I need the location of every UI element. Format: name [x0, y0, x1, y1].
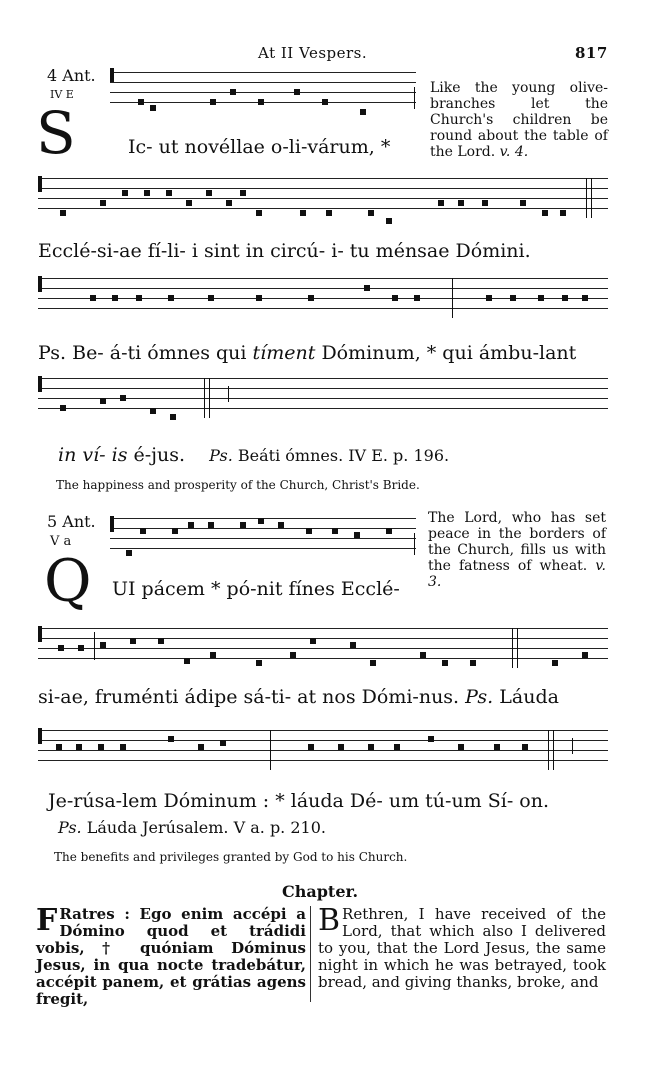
chapter-latin	[36, 903, 306, 1008]
drop-cap-q: Q	[44, 547, 92, 615]
psalm-ref-line-5	[58, 818, 326, 837]
antiphon-label: 4 Ant.	[47, 66, 96, 85]
chapter-english	[318, 903, 606, 991]
psalm-ref-4: Beáti ómnes. IV E. p. 196.	[237, 446, 450, 465]
chapter-english-initial: B	[318, 903, 341, 938]
running-title: At II Vespers.	[258, 44, 368, 62]
lyric-line-5-2	[38, 686, 559, 708]
drop-cap-s: S	[36, 99, 76, 167]
column-divider	[310, 906, 311, 1002]
lyric-line-1: Ic- ut novéllae o-li-várum, *	[128, 136, 391, 158]
psalm-incipit-end: Dóminum, * qui ámbu-lant	[321, 342, 577, 364]
psalm-incipit-italic: tíment	[252, 342, 316, 364]
antiphon-mode: V a	[50, 534, 72, 549]
caption-5: The benefits and privileges granted by God to his Church.	[54, 850, 408, 864]
antiphon-end-line	[58, 444, 449, 466]
end-italic: in ví- is	[58, 444, 128, 466]
psalm-ref-5: Láuda Jerúsalem. V a. p. 210.	[86, 818, 326, 837]
lyric-5-2-end: Láuda	[499, 686, 559, 708]
antiphon-mode: IV E	[50, 88, 74, 101]
caption-4: The happiness and prosperity of the Church, Christ's Bride.	[56, 478, 420, 492]
chapter-english-text: Rethren, I have received of the Lord, that which also I delivered to you, that the Lord Jesus, the same night in which he was betrayed, took bread, and giving thanks, broke, and	[318, 905, 606, 991]
lyric-5-2-ps: Ps.	[465, 686, 494, 708]
translation-5-text: The Lord, who has set peace in the borders of the Church, fills us with the fatness of wheat.	[428, 510, 606, 574]
lyric-5-2-text: si-ae, fruménti ádipe sá-ti- at nos Dómi-nus.	[38, 686, 460, 708]
chapter-latin-initial: F	[36, 903, 58, 938]
psalm-incipit-line	[38, 342, 576, 364]
translation-5	[428, 510, 606, 590]
end-text: é-jus.	[133, 444, 186, 466]
translation-5-ref: v. 3.	[428, 558, 607, 590]
page-number: 817	[575, 44, 608, 62]
psalm-ref-label-5: Ps.	[58, 818, 82, 837]
translation-4-ref: v. 4.	[499, 144, 529, 160]
psalm-incipit-text: Ps. Be- á-ti ómnes qui	[38, 342, 247, 364]
music-staff-6	[38, 628, 608, 668]
music-staff-2	[38, 178, 608, 218]
translation-4	[430, 80, 608, 160]
lyric-line-5-1: UI pácem * pó-nit fínes Ecclé-	[112, 578, 400, 600]
music-staff-7	[38, 730, 608, 770]
music-staff-1	[110, 72, 416, 112]
lyric-line-5-3: Je-rúsa-lem Dóminum : * láuda Dé- um tú-um Sí- on.	[48, 790, 550, 812]
translation-4-text: Like the young olive-branches let the Church's children be round about the table of the Lord.	[430, 80, 608, 160]
music-staff-5	[110, 518, 416, 558]
chapter-title: Chapter.	[282, 882, 359, 901]
chapter-latin-text: Ratres : Ego enim accépi a Dómino quod et trádidi vobis, † quóniam Dóminus Jesus, in qua nocte tradebátur, accépit panem, et grátias agens fregit,	[36, 905, 306, 1008]
lyric-line-2: Ecclé-si-ae fí-li- i sint in circú- i- tu ménsae Dómini.	[38, 240, 531, 262]
music-staff-4	[38, 378, 608, 418]
antiphon-label: 5 Ant.	[47, 512, 96, 531]
psalm-ref-label-4: Ps.	[209, 446, 233, 465]
music-staff-3	[38, 278, 608, 318]
